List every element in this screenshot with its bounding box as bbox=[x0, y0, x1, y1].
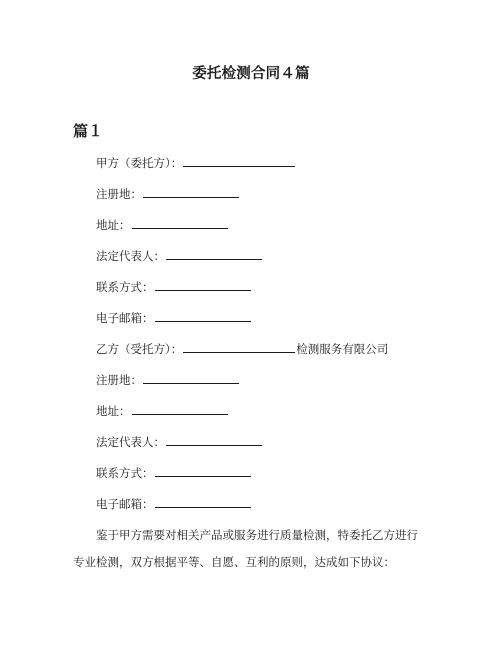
party-b-email-label: 电子邮箱： bbox=[96, 497, 154, 511]
party-a-email-line bbox=[96, 310, 252, 326]
party-b-contact-label: 联系方式： bbox=[96, 466, 154, 480]
party-a-address-label: 地址： bbox=[96, 218, 131, 232]
party-b-legal-rep-line bbox=[96, 434, 263, 450]
party-a-reg-address-line bbox=[96, 186, 240, 202]
party-a-email-label: 电子邮箱： bbox=[96, 311, 154, 325]
party-b-legal-rep-label: 法定代表人： bbox=[96, 435, 165, 449]
document-title: 委托检测合同４篇 bbox=[192, 66, 310, 82]
party-a-address-line bbox=[96, 217, 229, 233]
party-b-name-label: 乙方（受托方）： bbox=[96, 342, 183, 356]
party-b-address-label: 地址： bbox=[96, 404, 131, 418]
party-b-name-line bbox=[96, 341, 388, 357]
party-a-name-label: 甲方（委托方）： bbox=[96, 156, 183, 170]
party-b-address-line bbox=[96, 403, 229, 419]
party-a-legal-rep-label: 法定代表人： bbox=[96, 249, 165, 263]
party-b-reg-address-label: 注册地： bbox=[96, 373, 142, 387]
preamble-line-1: 鉴于甲方需要对相关产品或服务进行质量检测，特委托乙方进行 bbox=[96, 528, 418, 542]
party-a-legal-rep-blank bbox=[166, 248, 262, 260]
party-a-reg-address-label: 注册地： bbox=[96, 187, 142, 201]
party-b-contact-line bbox=[96, 465, 252, 481]
party-b-contact-blank bbox=[155, 465, 251, 477]
party-b-address-blank bbox=[132, 403, 228, 415]
party-b-reg-address-line bbox=[96, 372, 240, 388]
party-a-contact-blank bbox=[155, 279, 251, 291]
party-b-email-line bbox=[96, 496, 252, 512]
preamble-paragraph bbox=[73, 522, 433, 576]
preamble-line-2: 专业检测，双方根据平等、自愿、互利的原则，达成如下协议： bbox=[73, 555, 395, 569]
section-heading: 篇１ bbox=[73, 122, 104, 140]
party-a-reg-address-blank bbox=[143, 186, 239, 198]
party-b-name-suffix: 检测服务有限公司 bbox=[296, 342, 389, 356]
party-b-reg-address-blank bbox=[143, 372, 239, 384]
party-b-name-blank bbox=[183, 341, 295, 353]
party-b-email-blank bbox=[155, 496, 251, 508]
party-a-legal-rep-line bbox=[96, 248, 263, 264]
party-a-address-blank bbox=[132, 217, 228, 229]
party-a-name-blank bbox=[183, 155, 295, 167]
party-a-contact-label: 联系方式： bbox=[96, 280, 154, 294]
party-a-name-line bbox=[96, 155, 296, 171]
party-a-contact-line bbox=[96, 279, 252, 295]
party-a-email-blank bbox=[155, 310, 251, 322]
party-b-legal-rep-blank bbox=[166, 434, 262, 446]
